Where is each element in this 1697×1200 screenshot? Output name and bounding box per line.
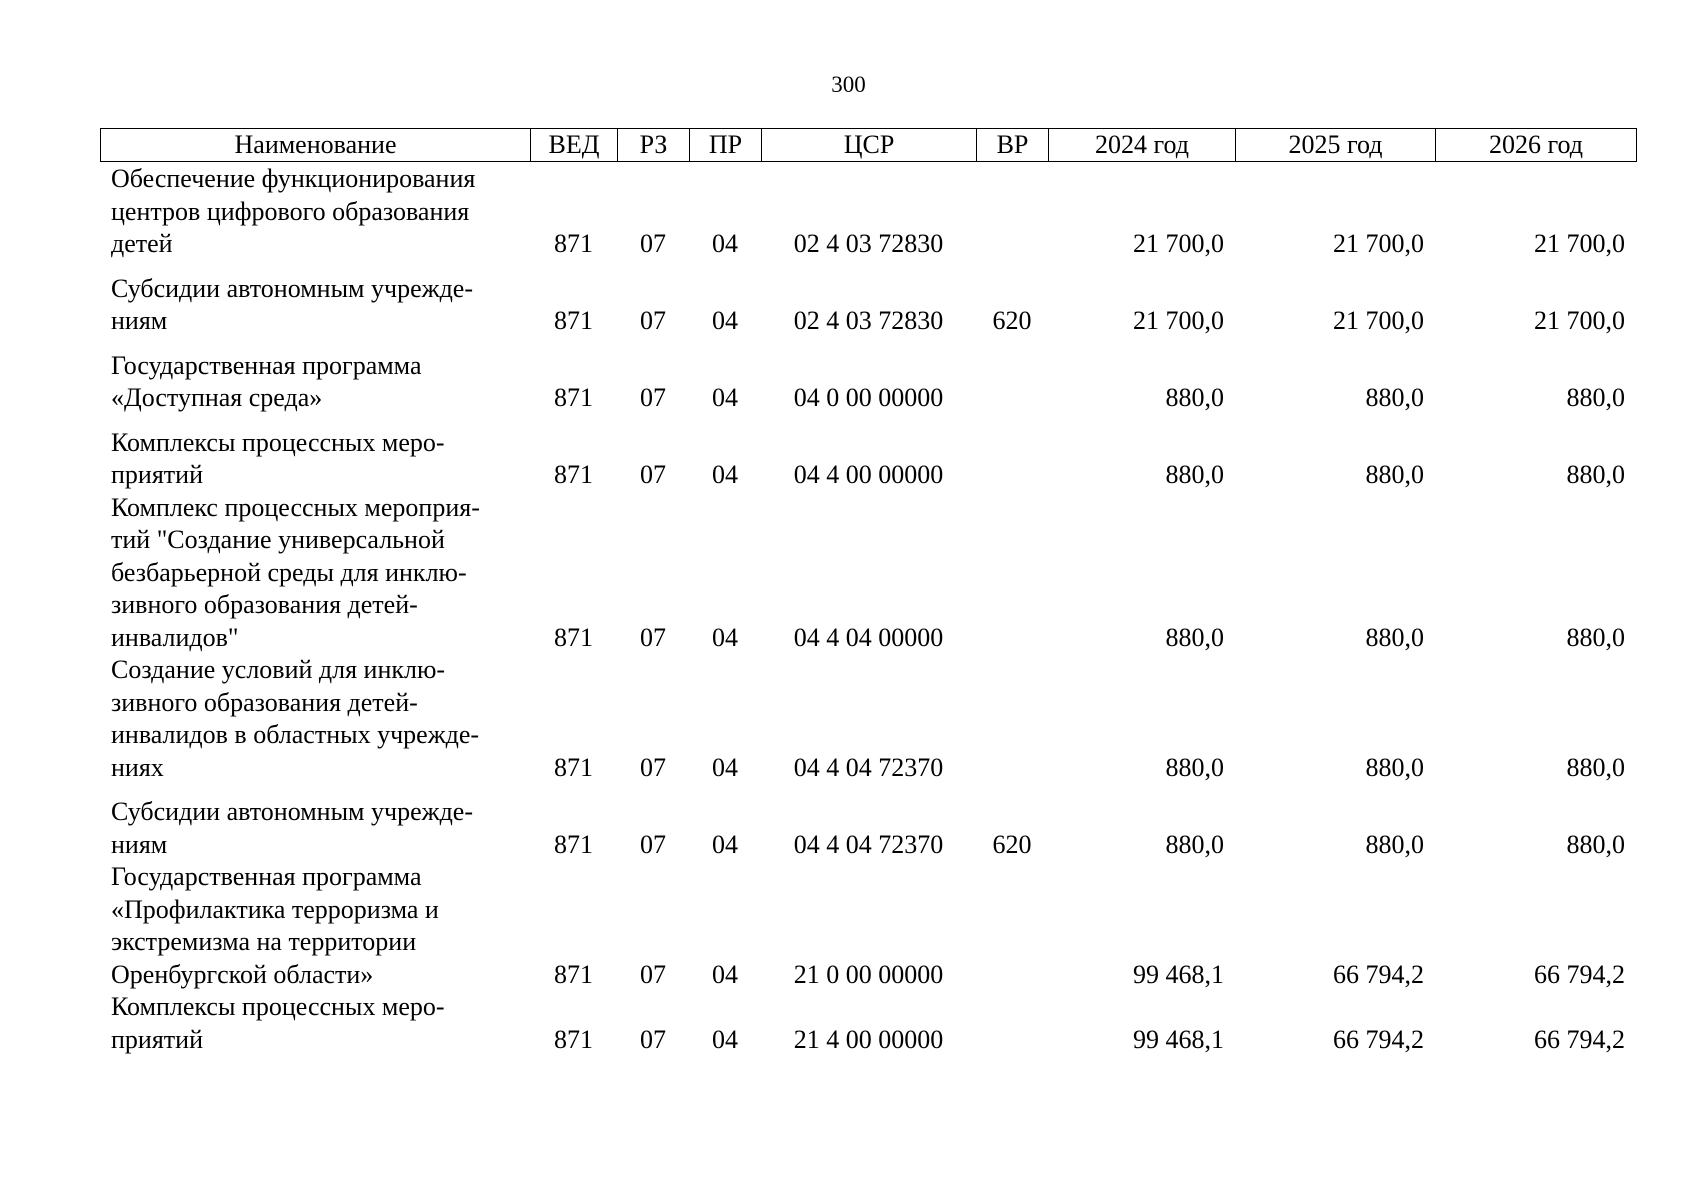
cell-name-line: Комплексы процессных меро- [111,992,445,1021]
page-number: 300 [831,72,866,97]
cell-y2024: 880,0 [1165,383,1224,412]
cell-name-line: приятий [111,460,203,489]
column-header-csr: ЦСР [762,129,977,162]
cell-pr: 04 [712,622,738,652]
cell-name-line: Обеспечение функционирования [111,164,476,193]
cell-vr [976,492,1048,655]
cell-y2026: 66 794,2 [1534,1024,1625,1054]
column-header-2025: 2025 год [1236,129,1436,162]
cell-name-line: Субсидии автономным учрежде- [111,797,473,826]
cell-y2024: 99 468,1 [1133,1024,1224,1054]
table-row [100,492,1636,655]
cell-ved: 871 [554,752,593,782]
cell-vr [976,427,1048,492]
cell-name-line: тий "Создание универсальной [111,525,445,554]
cell-name-line: Субсидии автономным учрежде- [111,273,473,303]
cell-rz: 07 [640,460,666,489]
cell-name-line: зивного образования детей- [111,590,418,619]
cell-name-line: ниям [111,829,168,859]
cell-y2026: 21 700,0 [1534,229,1625,258]
cell-y2026: 880,0 [1566,829,1625,859]
column-header-2024: 2024 год [1049,129,1236,162]
column-header-ved: ВЕД [531,129,618,162]
cell-rz: 07 [640,1024,666,1054]
cell-vr [976,163,1048,273]
cell-ved: 871 [554,1024,593,1054]
table-row [100,273,1636,350]
cell-rz: 07 [640,752,666,782]
table-header [100,128,1637,162]
cell-csr: 21 0 00 00000 [793,959,944,989]
cell-ved: 871 [554,229,593,258]
cell-name [100,654,530,796]
cell-name-line: Создание условий для инклю- [111,655,446,684]
table-row [100,796,1636,861]
cell-ved: 871 [554,460,593,489]
cell-pr: 04 [712,383,738,412]
table-row [100,861,1636,991]
cell-y2026: 21 700,0 [1534,306,1625,335]
cell-name-line: инвалидов" [111,622,239,652]
cell-name-line: зивного образования детей- [111,687,418,717]
cell-rz: 07 [640,622,666,652]
cell-pr: 04 [712,460,738,489]
cell-name-line: ниям [111,306,168,335]
column-header-2026: 2026 год [1436,129,1637,162]
cell-name-line: центров цифрового образования [111,196,470,226]
cell-y2024: 880,0 [1165,460,1224,489]
cell-csr: 21 4 00 00000 [793,1024,944,1054]
cell-y2026: 880,0 [1566,383,1625,412]
cell-csr: 04 4 00 00000 [793,460,944,489]
budget-table [100,163,1636,1068]
cell-name [100,861,530,991]
cell-y2025: 21 700,0 [1333,306,1424,335]
cell-name-line: приятий [111,1024,203,1054]
cell-rz: 07 [640,383,666,412]
cell-vr [976,350,1048,427]
cell-y2025: 880,0 [1365,460,1424,489]
cell-name-line: инвалидов в областных учрежде- [111,720,480,749]
cell-pr: 04 [712,752,738,782]
cell-name-line: Комплекс процессных мероприя- [111,492,480,522]
cell-pr: 04 [712,959,738,989]
cell-y2024: 880,0 [1165,622,1224,652]
cell-y2025: 880,0 [1365,829,1424,859]
cell-pr: 04 [712,1024,738,1054]
column-header-pr: ПР [690,129,762,162]
cell-y2024: 880,0 [1165,752,1224,782]
cell-name-line: Государственная программа [111,862,422,891]
cell-name-line: детей [111,229,173,258]
cell-y2024: 21 700,0 [1133,229,1224,258]
cell-y2024: 21 700,0 [1133,306,1224,335]
cell-csr: 04 4 04 00000 [793,622,944,652]
cell-name-line: «Профилактика терроризма и [111,894,439,924]
cell-y2025: 880,0 [1365,383,1424,412]
cell-csr: 02 4 03 72830 [793,306,944,335]
cell-csr: 04 0 00 00000 [793,383,944,412]
cell-name [100,991,530,1068]
cell-vr: 620 [992,306,1032,335]
cell-y2025: 66 794,2 [1333,959,1424,989]
cell-rz: 07 [640,829,666,859]
cell-name [100,273,530,350]
cell-ved: 871 [554,959,593,989]
cell-rz: 07 [640,229,666,258]
cell-vr [976,654,1048,796]
cell-csr: 02 4 03 72830 [793,229,944,258]
table-row [100,991,1636,1068]
column-header-vr: ВР [977,129,1049,162]
table-row [100,163,1636,273]
cell-name-line: «Доступная среда» [111,383,323,412]
cell-ved: 871 [554,383,593,412]
cell-ved: 871 [554,306,593,335]
table-row [100,350,1636,427]
column-header-name: Наименование [101,129,531,162]
cell-name [100,163,530,273]
cell-ved: 871 [554,622,593,652]
cell-name [100,427,530,492]
cell-name [100,350,530,427]
cell-rz: 07 [640,959,666,989]
cell-rz: 07 [640,306,666,335]
cell-y2024: 99 468,1 [1133,959,1224,989]
cell-y2026: 880,0 [1566,460,1625,489]
cell-csr: 04 4 04 72370 [793,752,944,782]
cell-name-line: Комплексы процессных меро- [111,427,445,457]
cell-name-line: ниях [111,752,164,782]
cell-name-line: Оренбургской области» [111,959,374,989]
cell-y2025: 880,0 [1365,622,1424,652]
table-row [100,427,1636,492]
cell-vr [976,861,1048,991]
cell-y2025: 880,0 [1365,752,1424,782]
cell-y2025: 21 700,0 [1333,229,1424,258]
cell-pr: 04 [712,306,738,335]
cell-y2025: 66 794,2 [1333,1024,1424,1054]
cell-vr: 620 [992,829,1032,859]
cell-y2026: 880,0 [1566,752,1625,782]
column-header-rz: РЗ [618,129,690,162]
cell-vr [976,991,1048,1068]
cell-name [100,796,530,861]
cell-name-line: Государственная программа [111,350,422,380]
cell-csr: 04 4 04 72370 [793,829,944,859]
cell-ved: 871 [554,829,593,859]
cell-y2024: 880,0 [1165,829,1224,859]
cell-name-line: безбарьерной среды для инклю- [111,557,467,587]
cell-name-line: экстремизма на территории [111,927,417,956]
table-row [100,654,1636,796]
cell-pr: 04 [712,829,738,859]
cell-name [100,492,530,655]
cell-y2026: 66 794,2 [1534,959,1625,989]
cell-pr: 04 [712,229,738,258]
cell-y2026: 880,0 [1566,622,1625,652]
